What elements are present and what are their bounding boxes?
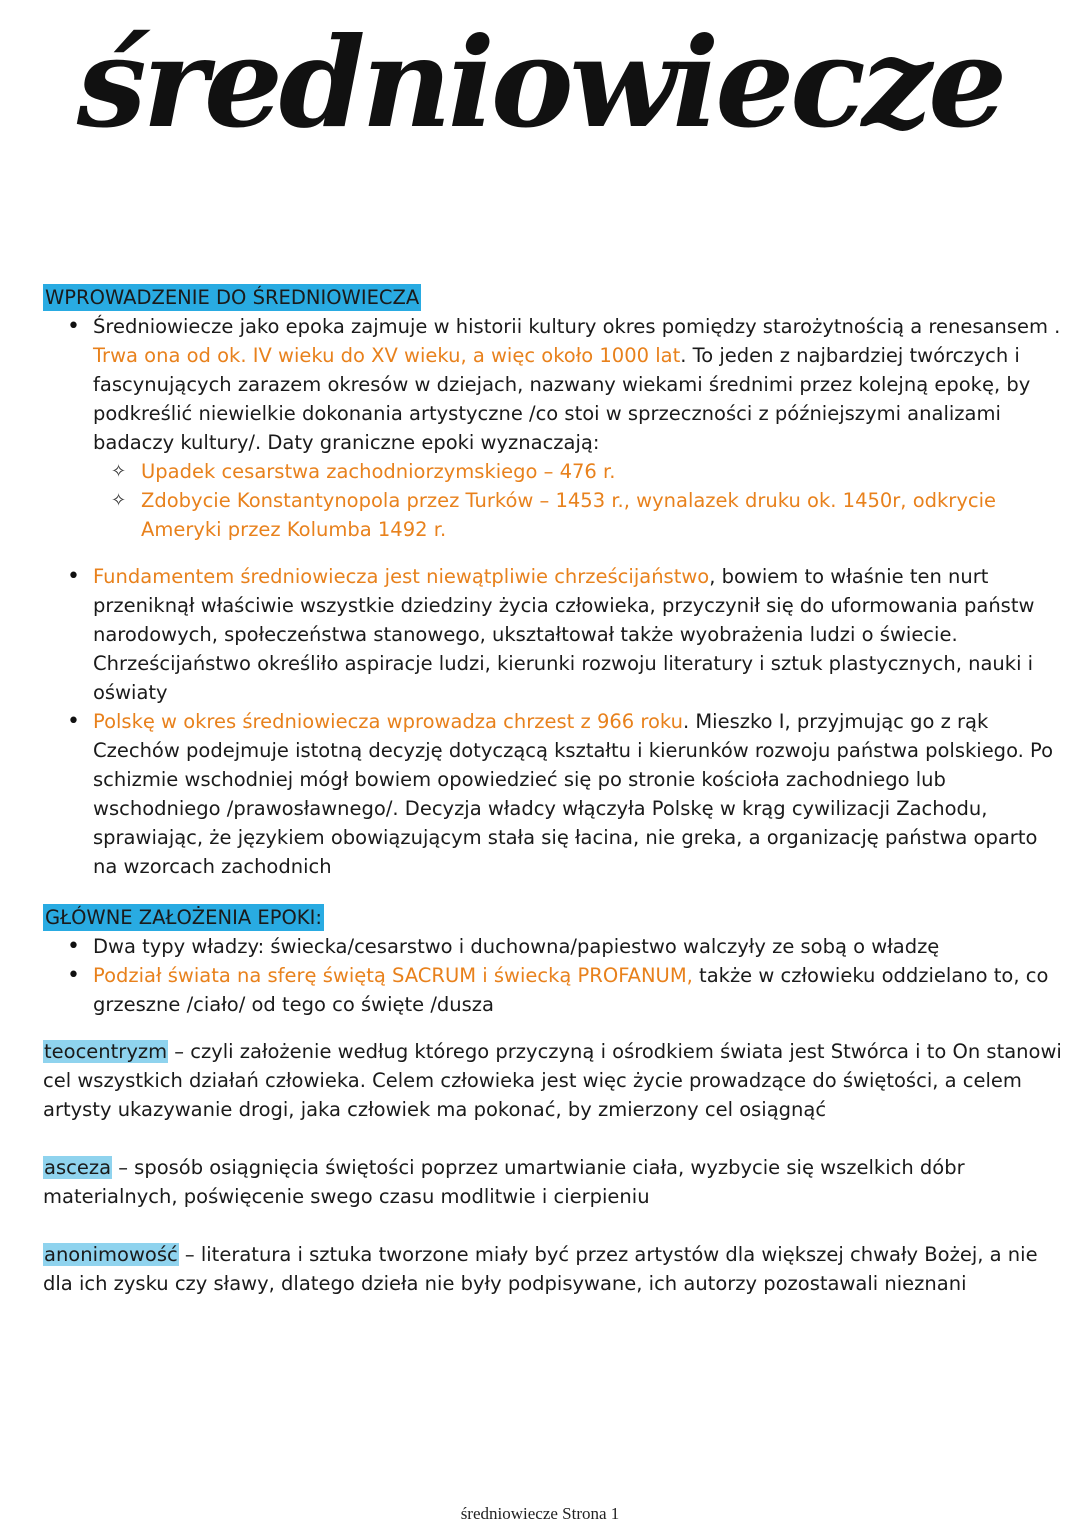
list-item: ✧ Upadek cesarstwa zachodniorzymskiego – 476 r. — [141, 457, 1063, 486]
boundary-dates-list — [93, 457, 1063, 544]
term: asceza — [44, 1156, 112, 1179]
definition-teocentryzm: teocentryzm – czyli założenie według którego przyczyną i ośrodkiem świata jest Stwórca i to On stanowi cel wszystkich działań człowieka. Celem człowieka jest więc życie prowadzące do świętości, a celem artysty ukazywanie drogi, jaka człowiek ma pokonać, by zmierzony cel osiągnąć — [43, 1040, 1062, 1121]
list-item: • Średniowiecze jako epoka zajmuje w historii kultury okres pomiędzy starożytnością a renesansem . Trwa ona od ok. IV wieku do XV wieku, a więc około 1000 lat. To jeden z najbardziej twórczych i fascynujących zarazem okresów w dziejach, nazwany wiekami średnimi przez kolejną epokę, by podkreślić niewielkie dokonania artystyczne /co stoi w sprzeczności z późniejszymi analizami badaczy kultury/. Daty graniczne epoki wyznaczają: ✧ Upadek cesarstwa zachodniorzymskiego – 476 r. ✧ Zdobycie Konstantynopola przez Turków – 1453 r., wynalazek druku ok. 1450r, odkrycie Ameryki przez Kolumba 1492 r. — [93, 312, 1063, 544]
list-item: • Podział świata na sferę świętą SACRUM i świecką PROFANUM, także w człowieku oddzielano to, co grzeszne /ciało/ od tego co święte /dusza — [93, 961, 1063, 1019]
section-heading-assumptions: GŁÓWNE ZAŁOŻENIA EPOKI: — [45, 906, 322, 929]
list-item: • Polskę w okres średniowiecza wprowadza chrzest z 966 roku. Mieszko I, przyjmując go z rąk Czechów podejmuje istotną decyzję dotyczącą kształtu i kierunków rozwoju państwa polskiego. Po schizmie wschodniej mógł bowiem opowiedzieć się po stronie kościoła zachodniego lub wschodniego /prawosławnego/. Decyzja władcy włączyła Polskę w krąg cywilizacji Zachodu, sprawiając, że językiem obowiązującym stała się łacina, nie greka, a organizację państwa oparto na wzorcach zachodnich — [93, 707, 1063, 881]
list-item: • Fundamentem średniowiecza jest niewątpliwie chrześcijaństwo, bowiem to właśnie ten nurt przeniknął właściwie wszystkie dziedziny życia człowieka, przyczynił się do uformowania państw narodowych, społeczeństwa stanowego, ukształtował także wyobrażenia ludzi o świecie. Chrześcijaństwo określiło aspiracje ludzi, kierunki rozwoju literatury i sztuk plastycznych, nauki i oświaty — [93, 562, 1063, 707]
assumptions-bullet-list — [43, 932, 1063, 1019]
list-item: • Dwa typy władzy: świecka/cesarstwo i duchowna/papiestwo walczyły ze sobą o władzę — [93, 932, 1063, 961]
term: anonimowość — [44, 1243, 178, 1266]
list-item: ✧ Zdobycie Konstantynopola przez Turków – 1453 r., wynalazek druku ok. 1450r, odkrycie Ameryki przez Kolumba 1492 r. — [141, 486, 1063, 544]
document-body — [43, 283, 1063, 1298]
definition-asceza: asceza – sposób osiągnięcia świętości poprzez umartwianie ciała, wyzbycie się wszelkich dóbr materialnych, poświęcenie swego czasu modlitwie i cierpieniu — [43, 1156, 965, 1208]
term: teocentryzm — [44, 1040, 168, 1063]
section-heading-intro: WPROWADZENIE DO ŚREDNIOWIECZA — [45, 286, 420, 309]
definition-anonimowosc: anonimowość – literatura i sztuka tworzone miały być przez artystów dla większej chwały Bożej, a nie dla ich zysku czy sławy, dlatego dzieła nie były podpisywane, ich autorzy pozostawali nieznani — [43, 1243, 1038, 1295]
intro-bullet-list — [43, 312, 1063, 881]
page-title: średniowiecze — [76, 11, 1004, 156]
page-footer: średniowiecze Strona 1 — [460, 1504, 620, 1523]
